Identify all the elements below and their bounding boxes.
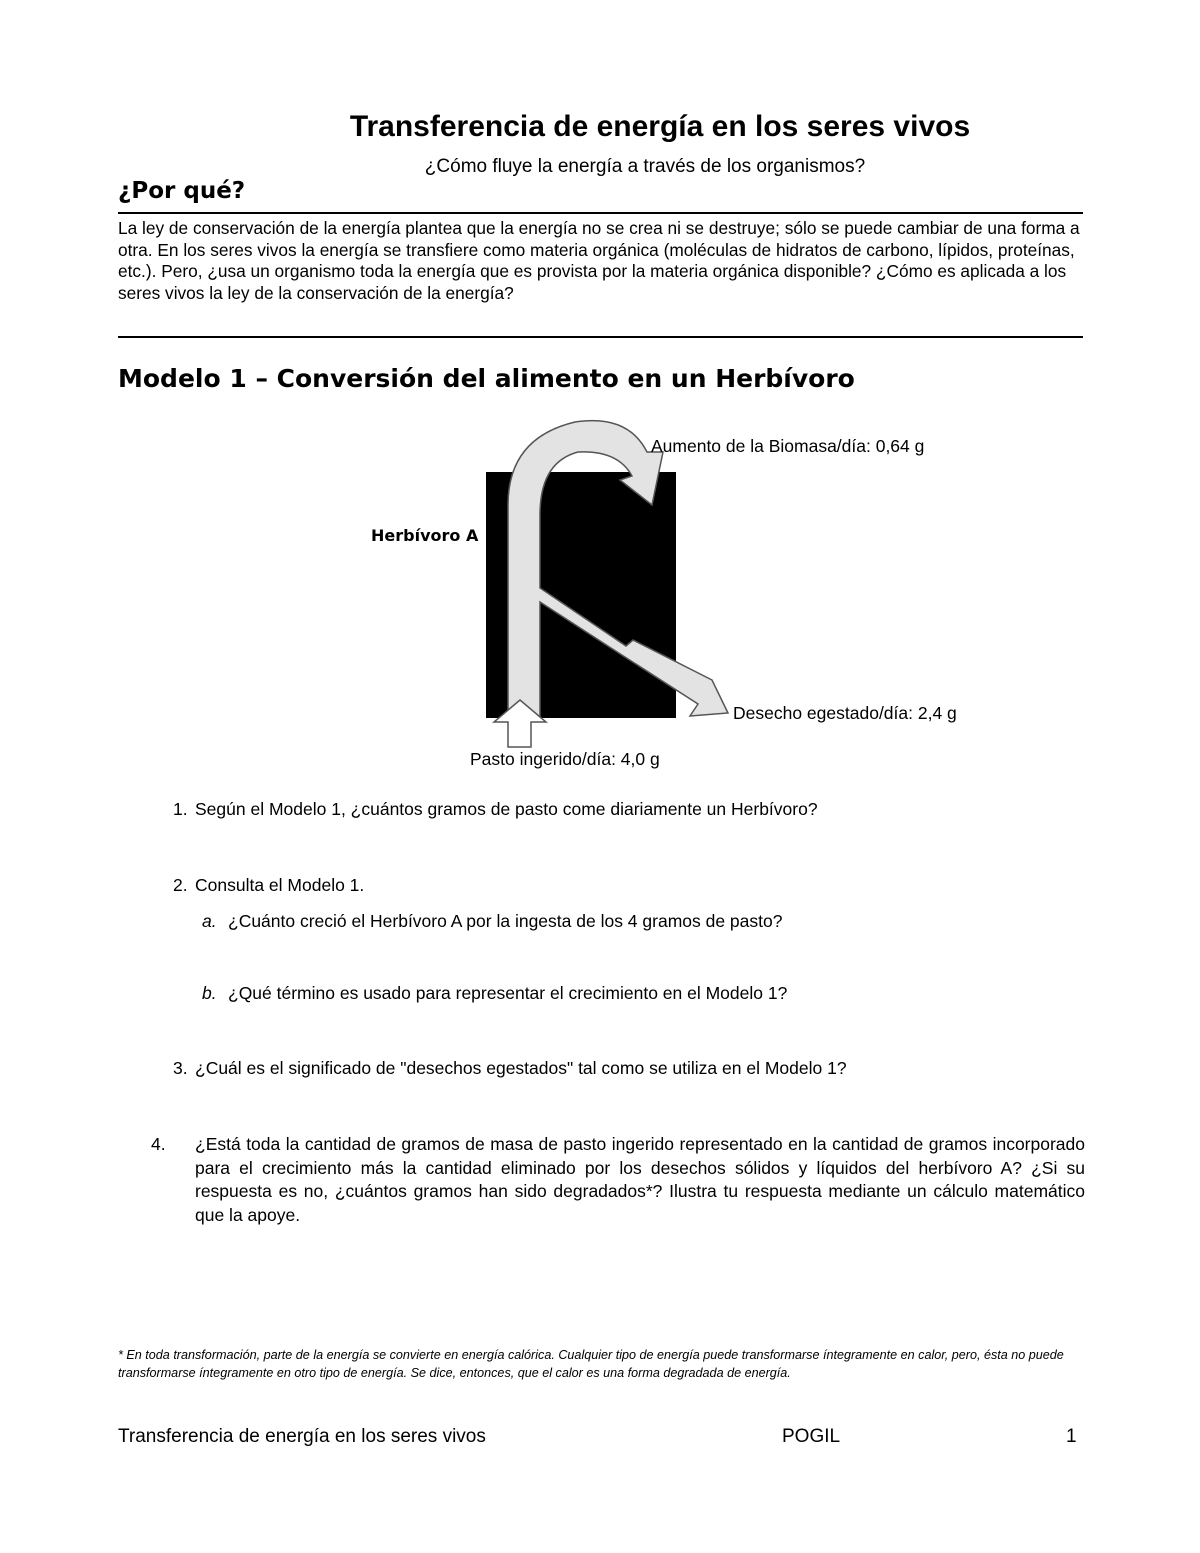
sub-question-text: ¿Cuánto creció el Herbívoro A por la ingesta de los 4 gramos de pasto? [228,911,783,931]
question-number: 2. [173,875,188,895]
question-2a [202,911,782,932]
question-number: 3. [173,1058,188,1078]
question-text: ¿Cuál es el significado de "desechos egestados" tal como se utiliza en el Modelo 1? [195,1058,847,1078]
biomass-label: Aumento de la Biomasa/día: 0,64 g [651,436,925,456]
sub-question-text: ¿Qué término es usado para representar el crecimiento en el Modelo 1? [228,983,788,1003]
question-number: 4. [151,1134,166,1154]
footnote: * En toda transformación, parte de la energía se convierte en energía calórica. Cualquier tipo de energía puede transformarse íntegramente en calor, pero, ésta no puede transformarse íntegramente en otro tipo de energía. Se dice, entonces, que el calor es una forma degradada de energía. [118,1348,1064,1380]
footer-title: Transferencia de energía en los seres vivos [118,1426,486,1447]
question-2 [173,875,364,896]
question-3 [173,1058,847,1079]
footer-pogil: POGIL [782,1426,841,1447]
question-text: ¿Está toda la cantidad de gramos de masa de pasto ingerido representado en la cantidad de gramos incorporado para el crecimiento más la cantidad eliminado por los desechos sólidos y líquidos del herbívoro A? ¿Si su respuesta es no, ¿cuántos gramos han sido degradados*? Ilustra tu respuesta mediante un cálculo matemático que la apoye. [195,1134,1085,1225]
question-text: Consulta el Modelo 1. [195,875,365,895]
question-text: Según el Modelo 1, ¿cuántos gramos de pasto come diariamente un Herbívoro? [195,799,818,819]
page-subtitle: ¿Cómo fluye la energía a través de los organismos? [424,156,866,177]
model-heading: Modelo 1 – Conversión del alimento en un Herbívoro [118,364,855,393]
intake-label: Pasto ingerido/día: 4,0 g [470,749,660,769]
question-1 [173,799,818,820]
page-title: Transferencia de energía en los seres vivos [349,110,971,143]
why-heading: ¿Por qué? [118,178,246,204]
waste-label: Desecho egestado/día: 2,4 g [733,703,957,723]
intro-paragraph: La ley de conservación de la energía plantea que la energía no se crea ni se destruye; sólo se puede cambiar de una forma a otra. En los seres vivos la energía se transfiere como materia orgánica (moléculas de hidratos de carbono, lípidos, proteínas, etc.). Pero, ¿usa un organismo toda la energía que es provista por la materia orgánica disponible? ¿Cómo es aplicada a los seres vivos la ley de la conservación de la energía? [118,218,1080,303]
sub-question-letter: b. [202,983,217,1003]
sub-question-letter: a. [202,911,217,931]
page-number: 1 [1066,1426,1077,1447]
question-4 [151,1133,1085,1227]
question-number: 1. [173,799,188,819]
herbivore-label: Herbívoro A [371,526,479,545]
question-2b [202,983,787,1004]
